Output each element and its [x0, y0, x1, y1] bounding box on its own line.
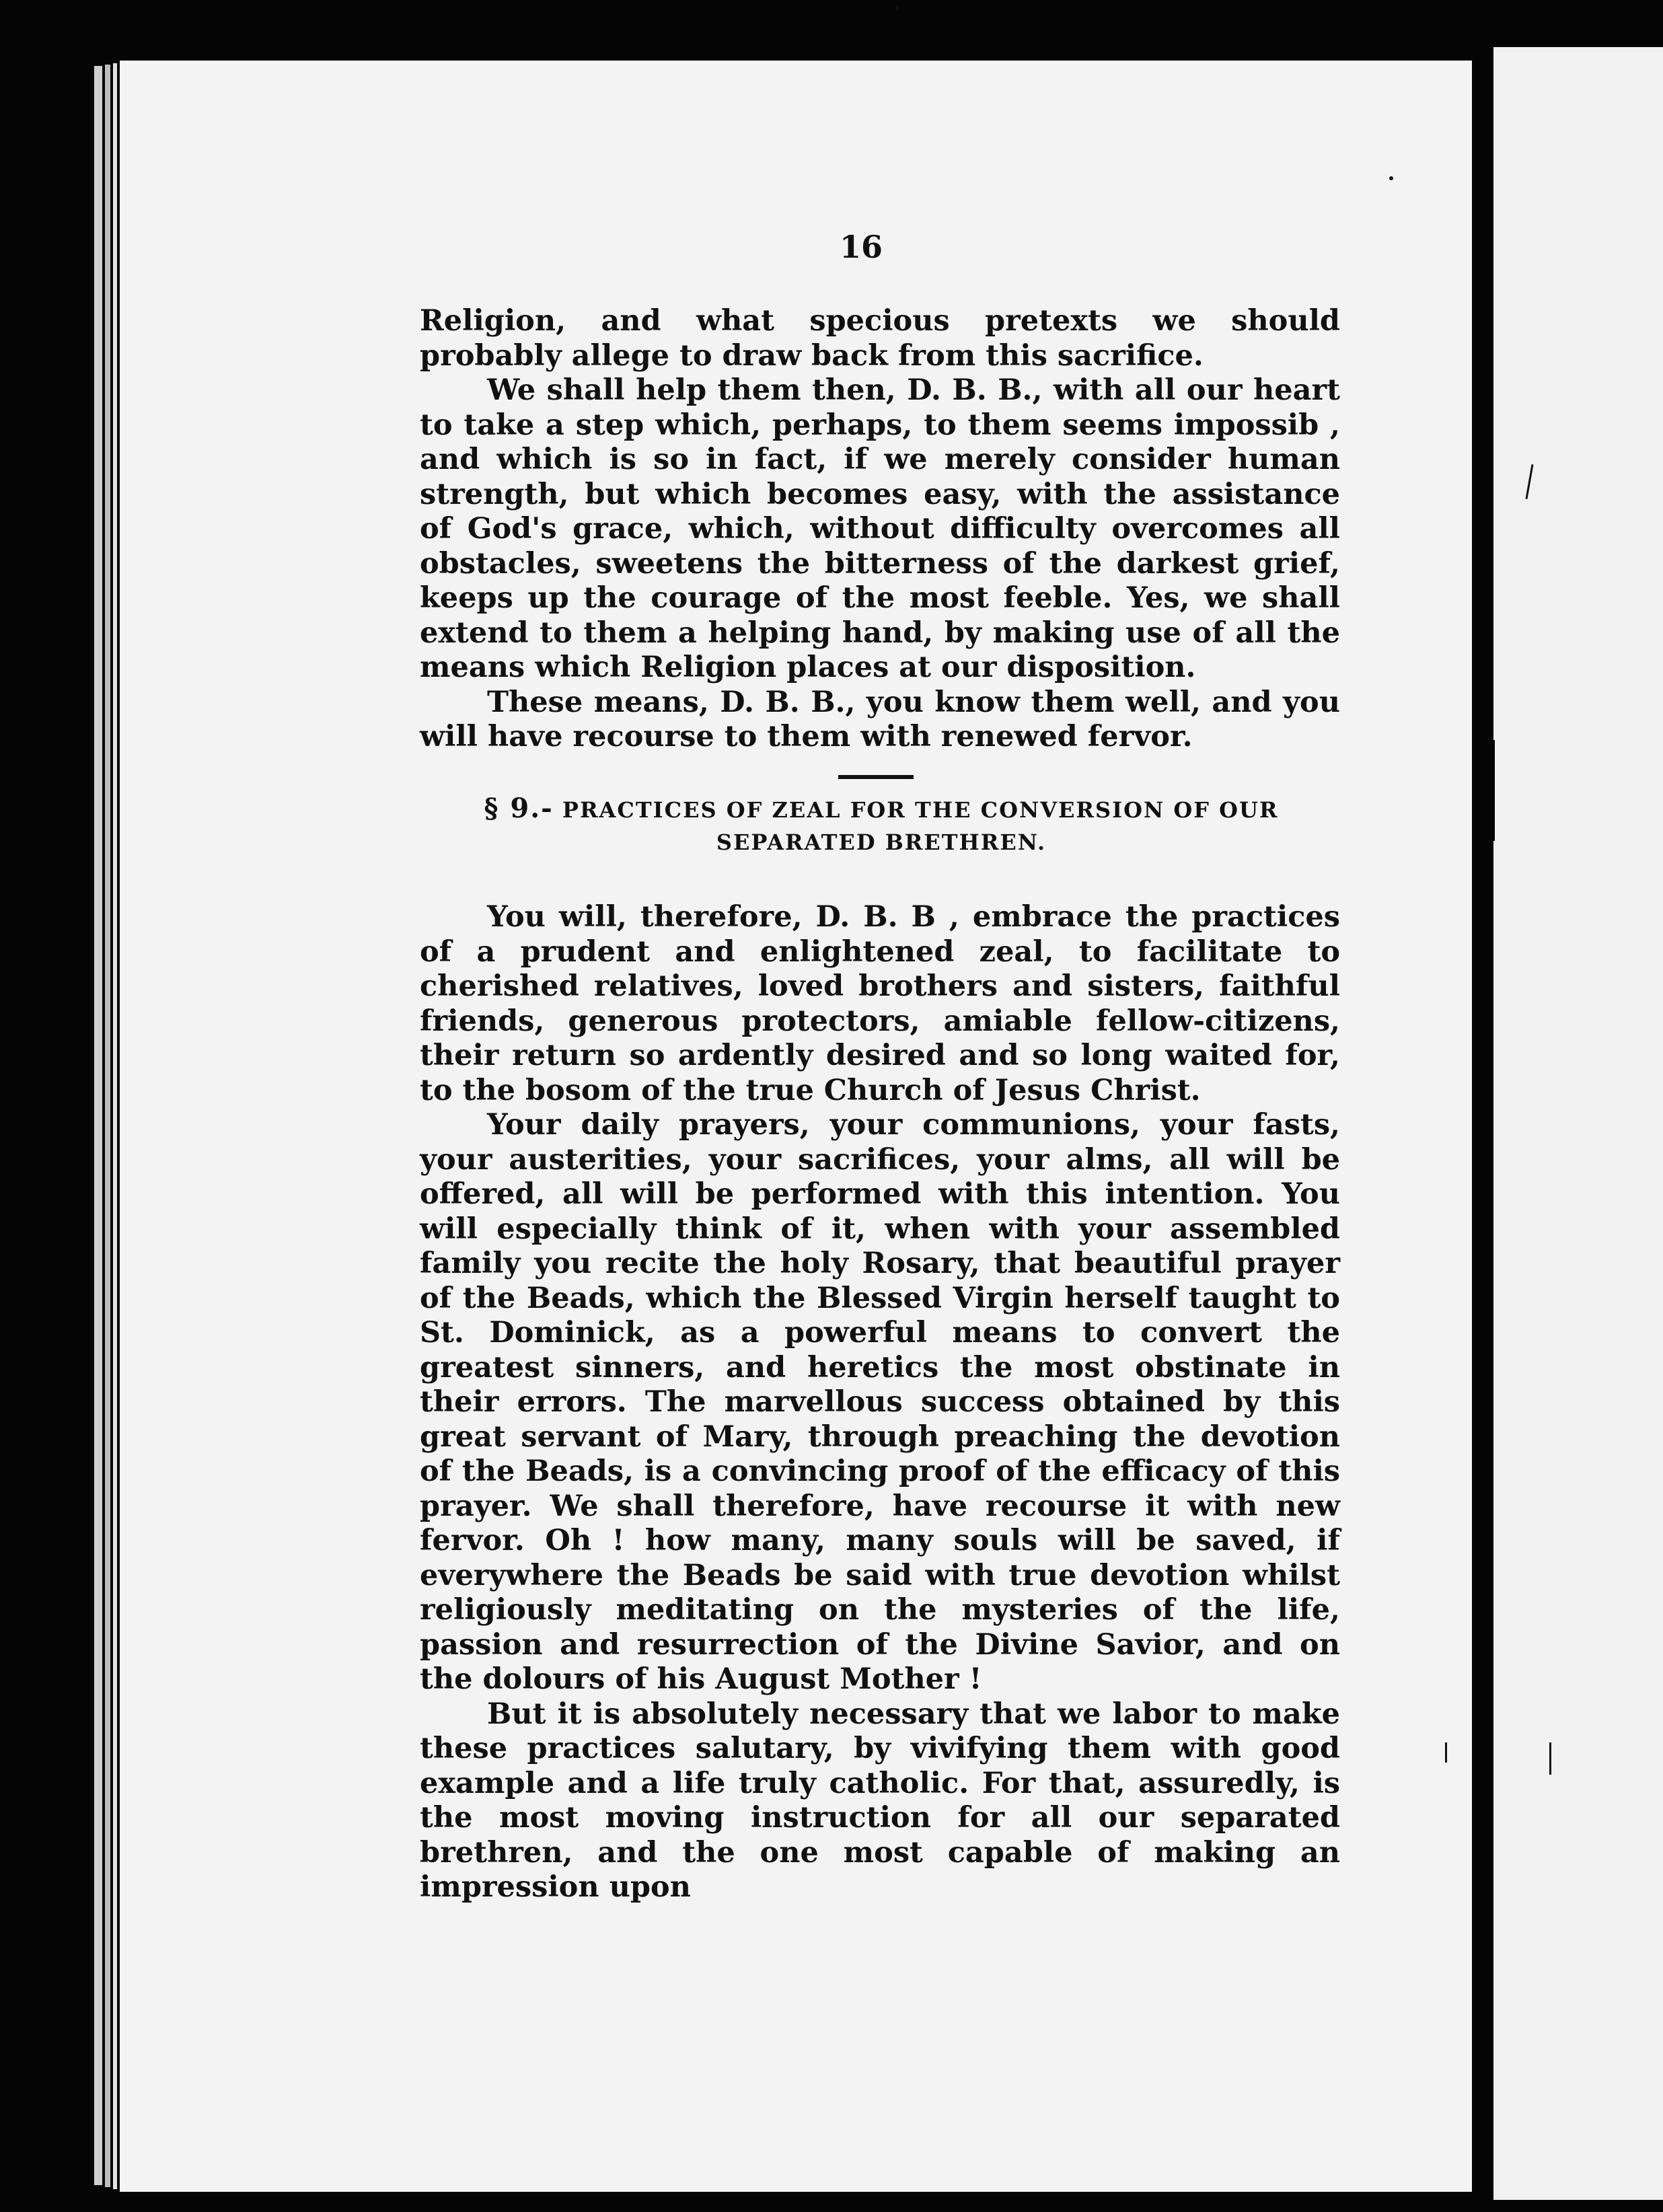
section-number: § 9.-: [484, 792, 554, 824]
binding-shadow: [1479, 740, 1495, 841]
page-edge-layer: [113, 63, 117, 2189]
section-heading-line-1: [417, 792, 1345, 826]
margin-stroke: [1445, 1742, 1447, 1763]
scan-speck: [895, 5, 899, 11]
paragraph: These means, D. B. B., you know them well, and you will have recourse to them with renewed fervor.: [420, 685, 1340, 753]
paragraph: We shall help them then, D. B. B., with all our heart to take a step which, perhaps, to them seems impossib , and which is so in fact, if we merely consider human strength, but which becomes easy, with the assistance of God's grace, which, without difficulty overcomes all obstacles, sweetens the bitterness of the darkest grief, keeps up the courage of the most feeble. Yes, we shall extend to them a helping hand, by making use of all the means which Religion places at our disposition.: [420, 373, 1340, 684]
margin-stroke: [1549, 1742, 1551, 1775]
scan-speck: [1389, 176, 1393, 180]
section-heading: [417, 792, 1345, 858]
facing-page-fragment: [1493, 47, 1663, 2200]
paragraph: But it is absolutely necessary that we labor to make these practices salutary, by vivifying them with good example and a life truly catholic. For that, assuredly, is the most moving instruction for all our separated brethren, and the one most capable of making an impression upon: [420, 1697, 1340, 1904]
section-title-line-1: PRACTICES OF ZEAL FOR THE CONVERSION OF OUR: [562, 797, 1279, 823]
section-divider: [838, 775, 914, 779]
paragraph: Your daily prayers, your communions, your fasts, your austerities, your sacrifices, your alms, all will be offered, all will be performed with this intention. You will especially think of it, when with your assembled family you recite the holy Rosary, that beautiful prayer of the Beads, which the Blessed Virgin herself taught to St. Dominick, as a powerful means to convert the greatest sinners, and heretics the most obstinate in their errors. The marvellous success obtained by this great servant of Mary, through preaching the devotion of the Beads, is a convincing proof of the efficacy of this prayer. We shall therefore, have recourse it with new fervor. Oh ! how many, many souls will be saved, if everywhere the Beads be said with true devotion whilst religiously meditating on the mysteries of the life, passion and resurrection of the Divine Savior, and on the dolours of his August Mother !: [420, 1108, 1340, 1696]
body-text-top: [420, 304, 1340, 755]
body-text-bottom: [420, 900, 1340, 1905]
section-title-line-2: SEPARATED BRETHREN.: [716, 830, 1047, 855]
page-edge-layer: [94, 66, 102, 2185]
page-edge-layer: [105, 65, 110, 2187]
paragraph: Religion, and what specious pretexts we should probably allege to draw back from this sacrifice.: [420, 304, 1340, 373]
paragraph: You will, therefore, D. B. B , embrace the practices of a prudent and enlightened zeal, to facilitate to cherished relatives, loved brothers and sisters, faithful friends, generous protectors, amiable fellow-citizens, their return so ardently desired and so long waited for, to the bosom of the true Church of Jesus Christ.: [420, 900, 1340, 1107]
page-number: 16: [839, 229, 883, 265]
